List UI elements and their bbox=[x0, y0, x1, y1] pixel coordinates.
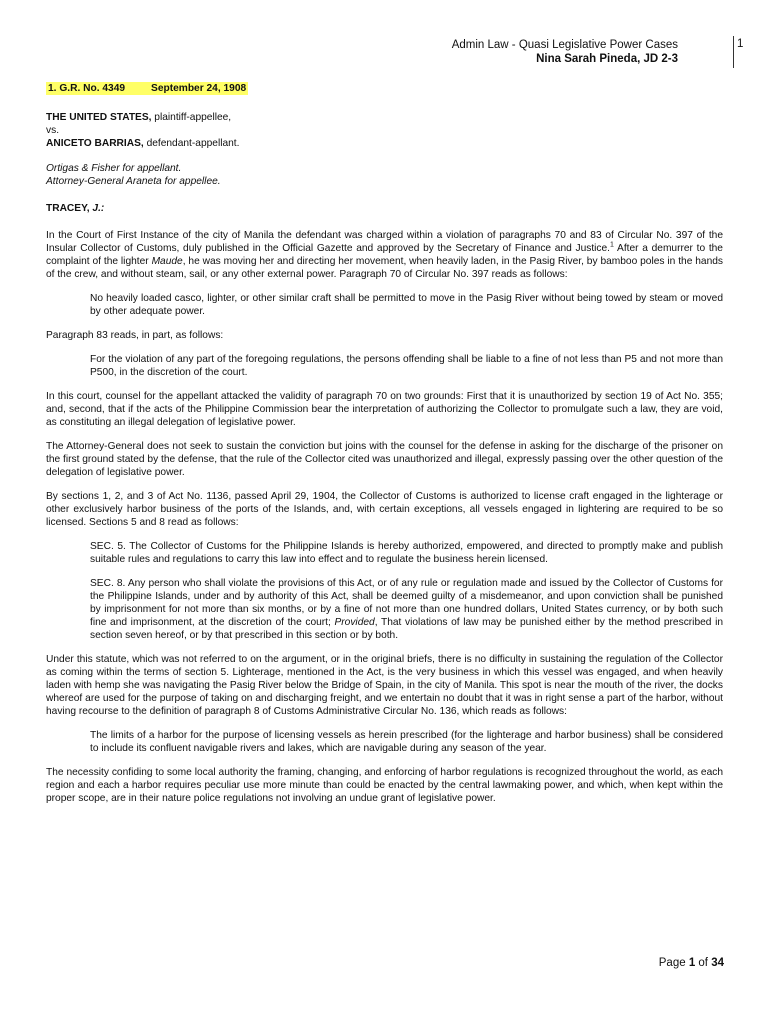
quote-paragraph-83: For the violation of any part of the foregoing regulations, the persons offending shall be liable to a fine of not less than P5 and not more than P500, in the discretion of the court. bbox=[90, 354, 723, 378]
quote-paragraph-70: No heavily loaded casco, lighter, or other similar craft shall be permitted to move in the Pasig River without being towed by steam or moved by other adequate power. bbox=[90, 293, 723, 317]
versus-label: vs. bbox=[46, 125, 60, 136]
paragraph-7: The necessity confiding to some local authority the framing, changing, and enforcing of harbor regulations is recognized throughout the world, as each region and each a harbor requires peculiar use more minute than could be enacted by the central lawmaking power, and which, when kept within the proper scope, are in their nature police regulations not involving an undue grant of legislative power. bbox=[46, 767, 723, 804]
ponente-suffix: J.: bbox=[92, 203, 105, 214]
header-course-title: Admin Law - Quasi Legislative Power Cases bbox=[451, 39, 678, 51]
paragraph-2: Paragraph 83 reads, in part, as follows: bbox=[46, 330, 224, 341]
ponente-name: TRACEY, bbox=[46, 203, 93, 214]
defendant-role: defendant-appellant. bbox=[143, 138, 240, 149]
paragraph-5: By sections 1, 2, and 3 of Act No. 1136, passed April 29, 1904, the Collector of Customs is authorized to license craft engaged in the lighterage or other exclusively harbor business of the ports of the Islands, and, with certain exceptions, all vessels engaged in lightering are required to be so licensed. Sections 5 and 8 read as follows: bbox=[46, 491, 723, 528]
header-divider bbox=[733, 36, 734, 68]
defendant-name: ANICETO BARRIAS, bbox=[46, 138, 144, 149]
paragraph-6: Under this statute, which was not referred to on the argument, or in the original briefs, there is no difficulty in sustaining the regulation of the Collector as coming within the terms of section 5. Lighterage, mentioned in the Act, is the very business in which this vessel was engaged, and when heavily laden with hemp she was navigating the Pasig River below the Bridge of Spain, in the city of Manila. This spot is near the mouth of the river, the docks whereof are used for the purpose of taking on and discharging freight, and we entertain no doubt that it was in right sense a part of the harbor, without having recourse to the definition of paragraph 8 of Customs Administrative Circular No. 136, which reads as follows: bbox=[46, 654, 723, 717]
header-page-number: 1 bbox=[737, 38, 744, 50]
counsel-appellant: Ortigas & Fisher for appellant. bbox=[46, 163, 182, 174]
paragraph-1 bbox=[46, 229, 723, 281]
plaintiff-role: plaintiff-appellee, bbox=[151, 112, 232, 123]
quote-section-5: SEC. 5. The Collector of Customs for the Philippine Islands is hereby authorized, empowered, and directed to promptly make and publish suitable rules and regulations to carry this law into effect and to regulate the business herein licensed. bbox=[90, 541, 723, 565]
case-date: September 24, 1908 bbox=[151, 83, 247, 94]
quote-section-8 bbox=[90, 577, 723, 642]
paragraph-4: The Attorney-General does not seek to sustain the conviction but joins with the counsel for the defense in asking for the discharge of the prisoner on the first ground stated by the defense, that the rule of the Collector cited was unauthorized and illegal, expressly passing over the other question of the delegation of legislative power. bbox=[46, 441, 723, 478]
case-parties bbox=[46, 111, 723, 150]
plaintiff-name: THE UNITED STATES, bbox=[46, 112, 152, 123]
footer-total-pages: 34 bbox=[711, 957, 724, 969]
footer-current-page: 1 bbox=[688, 957, 696, 969]
vessel-name: Maude bbox=[151, 256, 183, 267]
case-gr-number: G.R. No. 4349 bbox=[59, 83, 126, 94]
page-header bbox=[452, 38, 678, 66]
paragraph-1-text-a: In the Court of First Instance of the city of Manila the defendant was charged within a violation of paragraphs 70 and 83 of Circular No. 397 of the Insular Collector of Customs, duly published in the Official Gazette and approved by the Secretary of Finance and Justice. bbox=[46, 230, 723, 254]
quote-harbor-limits: The limits of a harbor for the purpose of licensing vessels as herein prescribed (for the lighterage and harbor business) shall be considered to include its confluent navigable rivers and lakes, which are navigable during any season of the year. bbox=[90, 730, 723, 754]
footer-of-label: of bbox=[695, 957, 712, 969]
counsel-appellee: Attorney-General Araneta for appellee. bbox=[46, 176, 221, 187]
footnote-ref-1[interactable]: 1 bbox=[610, 241, 614, 249]
counsel-block bbox=[46, 162, 723, 188]
section-8-provided: Provided bbox=[334, 617, 375, 628]
header-author: Nina Sarah Pineda, JD 2-3 bbox=[536, 53, 678, 65]
section-8-text-a: SEC. 8. Any person who shall violate the provisions of this Act, or of any rule or regulation made and issued by the Collector of Customs for the Philippine Islands, under and by authority of this Act, shall be deemed guilty of a misdemeanor, and upon conviction shall be punished by imprisonment for not more than six months, or by a fine of not more than one hundred dollars, United States currency, or by both such fine and imprisonment, at the discretion of the court; bbox=[90, 578, 723, 628]
ponente bbox=[46, 202, 723, 215]
document-body bbox=[46, 82, 723, 816]
case-number: 1. bbox=[48, 83, 57, 94]
case-heading bbox=[46, 82, 248, 95]
paragraph-1-text-b: After a demurrer to the complaint of the lighter bbox=[46, 243, 723, 267]
section-8-text-b: , That violations of law may be punished either by the method prescribed in section seven hereof, or by that prescribed in this section or by both. bbox=[90, 617, 723, 641]
page-footer bbox=[659, 957, 724, 969]
footer-page-label: Page bbox=[658, 957, 689, 969]
paragraph-1-text-c: , he was moving her and directing her movement, when heavily laden, in the Pasig River, by bamboo poles in the hands of the crew, and without steam, sail, or any other external power. Paragraph 70 of Circular No. 397 reads as follows: bbox=[46, 256, 724, 280]
paragraph-3: In this court, counsel for the appellant attacked the validity of paragraph 70 on two grounds: First that it is unauthorized by section 19 of Act No. 355; and, second, that if the acts of the Philippine Commission bear the interpretation of authorizing the Collector to promulgate such a law, they are void, as constituting an illegal delegation of legislative power. bbox=[46, 391, 723, 428]
